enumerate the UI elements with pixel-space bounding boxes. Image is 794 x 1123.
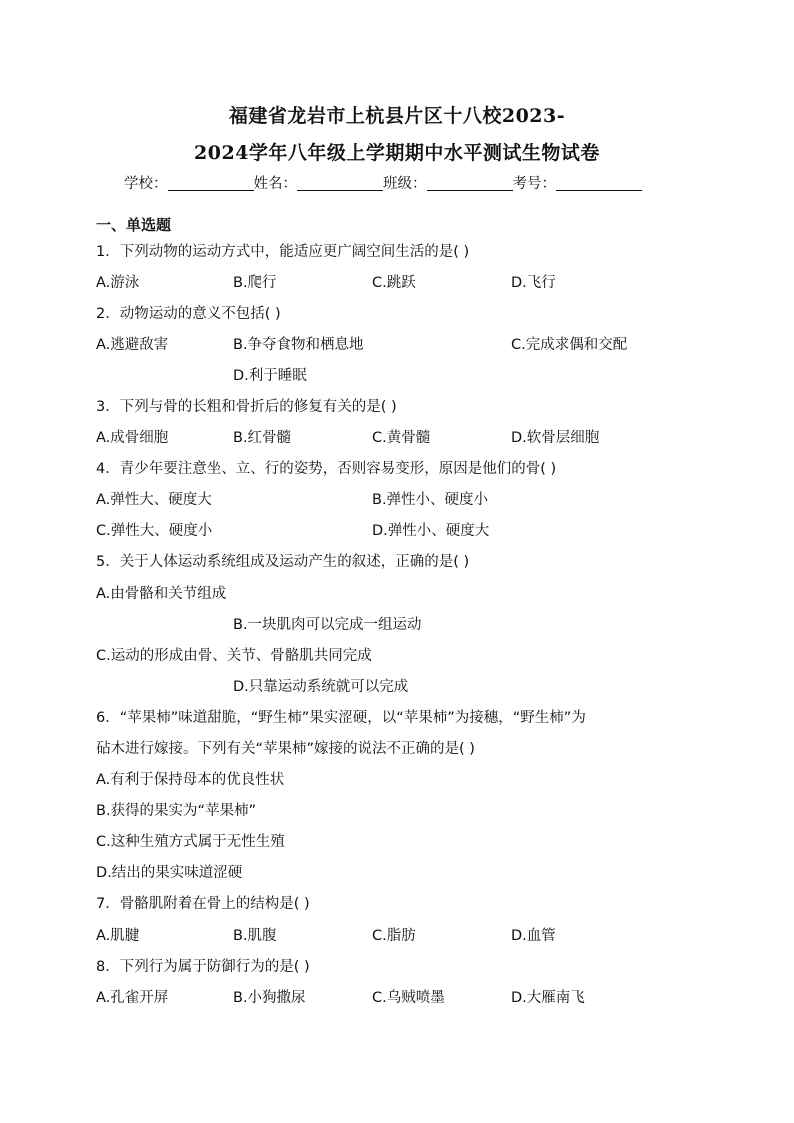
question-5-option-a[interactable]: A.由骨骼和关节组成 <box>96 586 227 602</box>
question-3-stem: 3．下列与骨的长粗和骨折后的修复有关的是( ) <box>96 399 397 415</box>
question-5-option-d[interactable]: D.只靠运动系统就可以完成 <box>233 679 409 695</box>
question-6-stem-continued: 砧木进行嫁接。下列有关“苹果柿”嫁接的说法不正确的是( ) <box>96 741 475 757</box>
question-4-stem: 4．青少年要注意坐、立、行的姿势，否则容易变形，原因是他们的骨( ) <box>96 461 557 477</box>
question-3-option-b[interactable]: B.红骨髓 <box>233 430 292 446</box>
question-2-option-d[interactable]: D.利于睡眠 <box>233 368 307 384</box>
question-1-option-d[interactable]: D.飞行 <box>511 275 556 291</box>
question-7-option-c[interactable]: C.脂肪 <box>372 928 416 944</box>
question-4-option-a[interactable]: A.弹性大、硬度大 <box>96 492 212 508</box>
question-1-option-c[interactable]: C.跳跃 <box>372 275 416 291</box>
exam-title-line-1: 福建省龙岩市上杭县片区十八校2023- <box>228 105 566 127</box>
question-8-option-b[interactable]: B.小狗撒尿 <box>233 990 306 1006</box>
exam-title-line-2: 2024学年八年级上学期期中水平测试生物试卷 <box>194 142 600 164</box>
school-label: 学校： <box>124 176 168 192</box>
question-1-stem: 1．下列动物的运动方式中，能适应更广阔空间生活的是( ) <box>96 244 470 260</box>
question-6-stem: 6．“苹果柿”味道甜脆，“野生柿”果实涩硬，以“苹果柿”为接穗，“野生柿”为 <box>96 710 586 726</box>
question-3-option-d[interactable]: D.软骨层细胞 <box>511 430 600 446</box>
question-1-option-b[interactable]: B.爬行 <box>233 275 277 291</box>
question-6-option-a[interactable]: A.有利于保持母本的优良性状 <box>96 772 285 788</box>
question-7-option-b[interactable]: B.肌腹 <box>233 928 277 944</box>
question-7-option-d[interactable]: D.血管 <box>511 928 556 944</box>
question-6-option-d[interactable]: D.结出的果实味道涩硬 <box>96 865 243 881</box>
section-heading: 一、单选题 <box>96 216 172 234</box>
question-7-stem: 7．骨骼肌附着在骨上的结构是( ) <box>96 896 310 912</box>
question-6-option-b[interactable]: B.获得的果实为“苹果柿” <box>96 803 257 819</box>
exam-no-blank[interactable] <box>556 176 642 191</box>
question-3-option-a[interactable]: A.成骨细胞 <box>96 430 169 446</box>
question-4-option-c[interactable]: C.弹性大、硬度小 <box>96 523 213 539</box>
question-4-option-d[interactable]: D.弹性小、硬度大 <box>372 523 490 539</box>
name-blank[interactable] <box>297 176 383 191</box>
student-info-row <box>124 172 642 193</box>
question-6-option-c[interactable]: C.这种生殖方式属于无性生殖 <box>96 834 285 850</box>
question-8-option-d[interactable]: D.大雁南飞 <box>511 990 585 1006</box>
question-5-option-b[interactable]: B.一块肌肉可以完成一组运动 <box>233 617 422 633</box>
class-blank[interactable] <box>427 176 513 191</box>
question-5-option-c[interactable]: C.运动的形成由骨、关节、骨骼肌共同完成 <box>96 648 372 664</box>
question-8-stem: 8．下列行为属于防御行为的是( ) <box>96 959 310 975</box>
question-7-option-a[interactable]: A.肌腱 <box>96 928 140 944</box>
exam-no-label: 考号： <box>512 176 556 192</box>
question-3-option-c[interactable]: C.黄骨髓 <box>372 430 431 446</box>
question-4-option-b[interactable]: B.弹性小、硬度小 <box>372 492 489 508</box>
class-label: 班级： <box>383 176 427 192</box>
question-2-stem: 2．动物运动的意义不包括( ) <box>96 306 281 322</box>
question-2-option-b[interactable]: B.争夺食物和栖息地 <box>233 337 364 353</box>
school-blank[interactable] <box>168 176 254 191</box>
name-label: 姓名： <box>253 176 297 192</box>
question-1-option-a[interactable]: A.游泳 <box>96 275 140 291</box>
question-8-option-c[interactable]: C.乌贼喷墨 <box>372 990 445 1006</box>
question-2-option-a[interactable]: A.逃避敌害 <box>96 337 169 353</box>
question-8-option-a[interactable]: A.孔雀开屏 <box>96 990 169 1006</box>
question-5-stem: 5．关于人体运动系统组成及运动产生的叙述，正确的是( ) <box>96 554 470 570</box>
question-2-option-c[interactable]: C.完成求偶和交配 <box>511 337 628 353</box>
